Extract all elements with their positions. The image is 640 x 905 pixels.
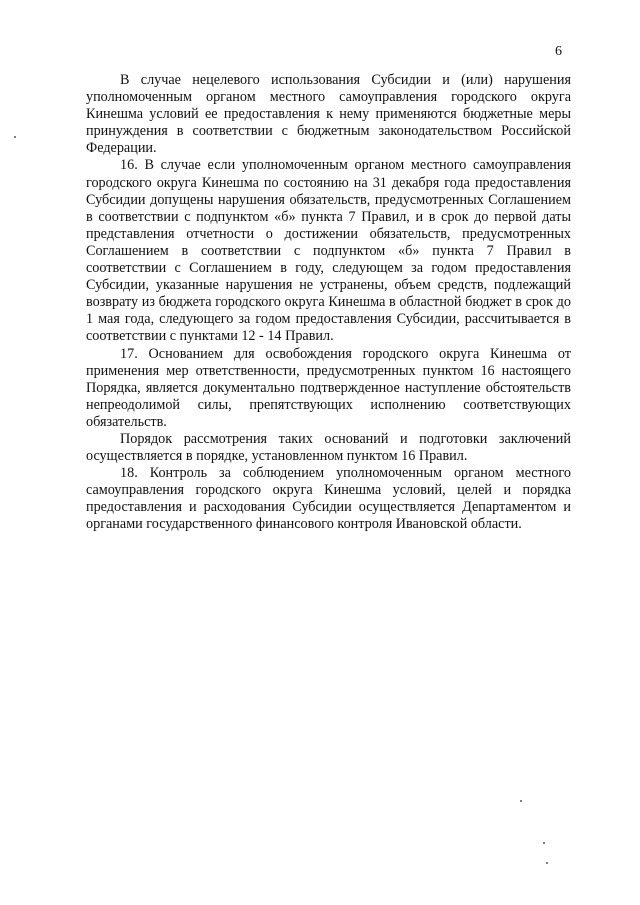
scan-speck	[543, 842, 545, 844]
paragraph-misuse-of-subsidy: В случае нецелевого использования Субсидии и (или) нарушения уполномоченным органом местного самоуправления городского округа Кинешма условий ее предоставления к нему применяются бюджетные меры принуждения в соответствии с бюджетным законодательством Российской Федерации.	[86, 72, 571, 157]
scan-speck	[546, 862, 548, 864]
paragraph-review-procedure: Порядок рассмотрения таких оснований и подготовки заключений осуществляется в порядке, установленном пунктом 16 Правил.	[86, 430, 571, 465]
scan-speck	[520, 800, 522, 802]
scan-speck	[14, 136, 16, 138]
page-number: 6	[555, 44, 562, 59]
document-body	[86, 72, 571, 534]
paragraph-16-violations-refund: 16. В случае если уполномоченным органом местного самоуправления городского округа Кинешма по состоянию на 31 декабря года предоставления Субсидии допущены нарушения обязательств, предусмотренных Соглашением в соответствии с подпунктом «б» пункта 7 Правил, и в срок до первой даты представления отчетности о достижении обязательств, предусмотренных Соглашением в соответствии с подпунктом «б» пункта 7 Правил в соответствии с Соглашением в году, следующем за годом предоставления Субсидии, указанные нарушения не устранены, объем средств, подлежащий возврату из бюджета городского округа Кинешма в областной бюджет в срок до 1 мая года, следующего за годом предоставления Субсидии, рассчитывается в соответствии с пунктами 12 - 14 Правил.	[86, 157, 571, 345]
paragraph-18-control: 18. Контроль за соблюдением уполномоченным органом местного самоуправления городского округа Кинешма условий, целей и порядка предоставления и расходования Субсидии осуществляется Департаментом и органами государственного финансового контроля Ивановской области.	[86, 465, 571, 533]
paragraph-17-force-majeure: 17. Основанием для освобождения городского округа Кинешма от применения мер ответственности, предусмотренных пунктом 16 настоящего Порядка, является документально подтвержденное наступление обстоятельств непреодолимой силы, препятствующих исполнению соответствующих обязательств.	[86, 345, 571, 430]
